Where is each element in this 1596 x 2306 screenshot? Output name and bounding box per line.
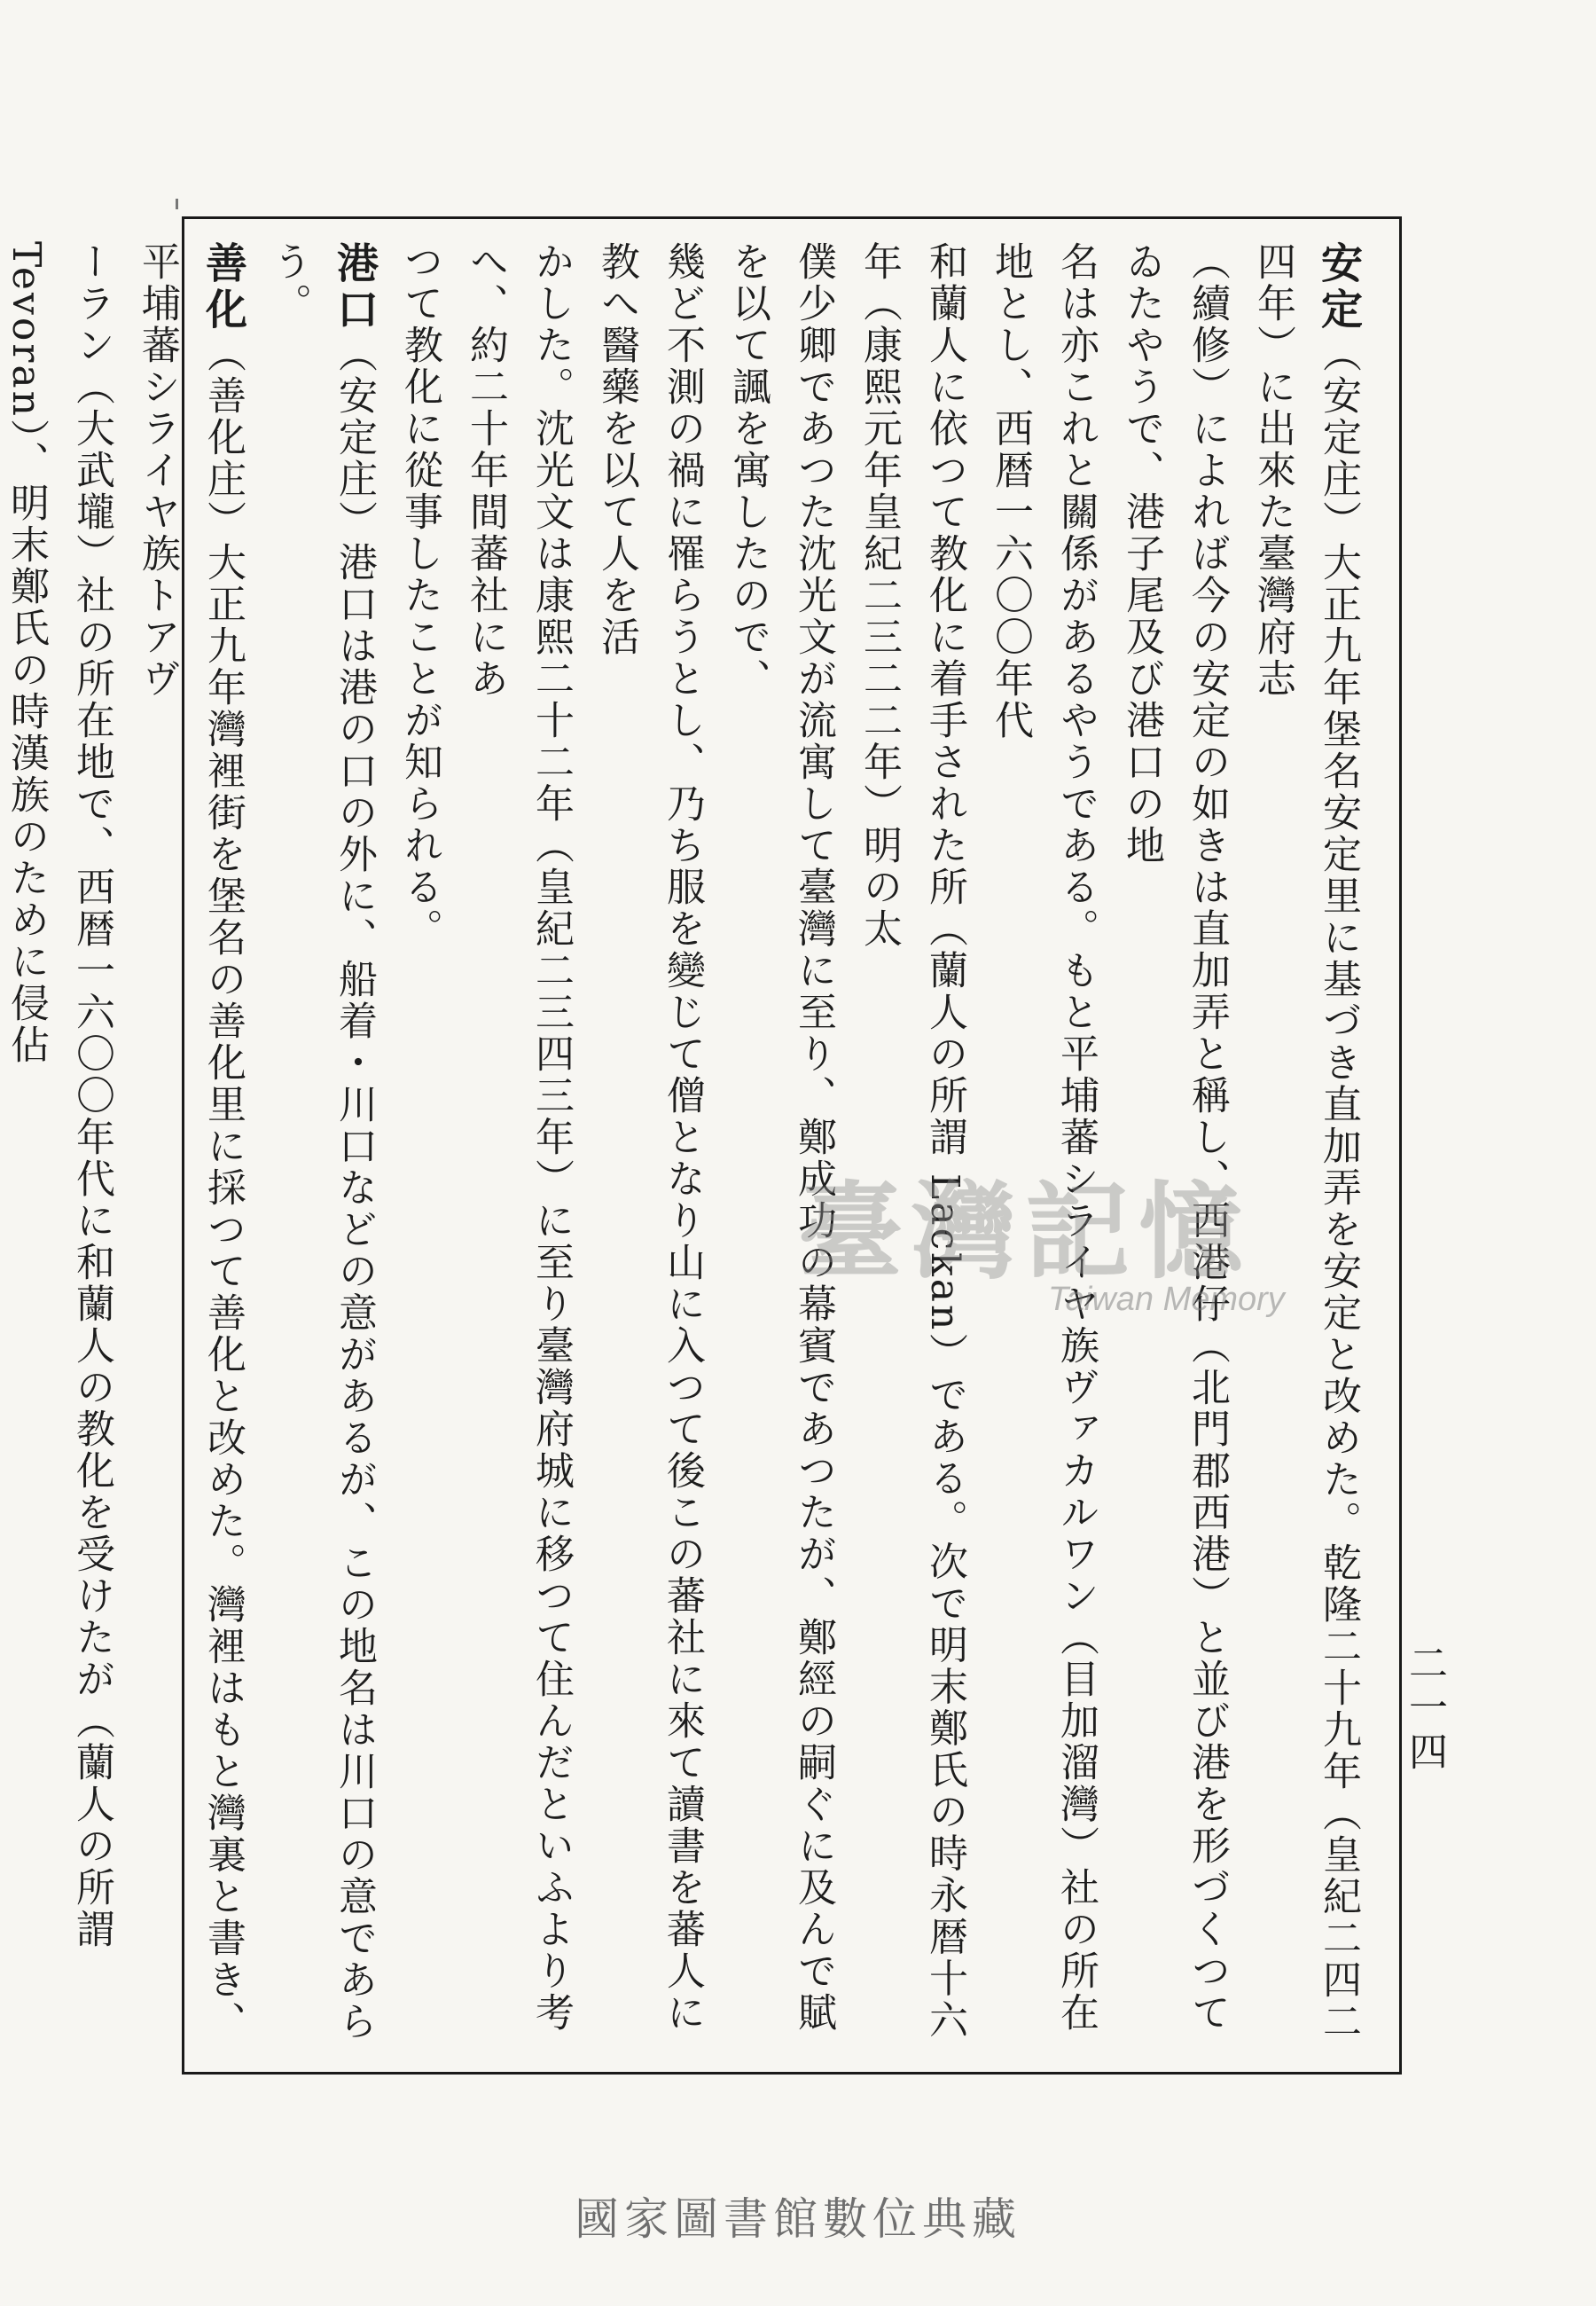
text-column (1108, 241, 1240, 2058)
entry-term: 安定 (1314, 241, 1363, 333)
page-number: 二一四 (1402, 1643, 1447, 1776)
entry-text: （善化庄）大正九年灣裡街を堡名の善化里に採つて善化と改めた。灣裡はもと灣裏と書き、平埔蕃シライヤ族トアヴ (135, 241, 246, 2043)
entry-text: （續修）によれば今の安定の如きは直加弄と稱し、西港仔（北門郡西港）と並び港を形づくつてゐたやうで、港子尾及び港口の地 (1119, 241, 1230, 2034)
watermark-logo: 臺灣記憶 (798, 1170, 1253, 1293)
watermark-subtitle: Taiwan Memory (1048, 1281, 1285, 1318)
text-column (124, 241, 255, 2058)
entry-term: 港口 (330, 241, 379, 333)
text-column (452, 241, 583, 2058)
text-column (583, 241, 715, 2058)
entry-text: ーラン（大武壠）社の所在地で、西暦一六〇〇年代に和蘭人の教化を受けたが（蘭人の所謂 Tevoran）、明末鄭氏の時漢族のために侵佔 (4, 241, 114, 1950)
entry-text: かした。沈光文は康熙二十二年（皇紀二三四三年）に至り臺灣府城に移つて住んだといふより考へ、約二十年間蕃社にあ (463, 241, 574, 2034)
entry-text: 名は亦これと關係があるやうである。もと平埔蕃シライヤ族ヴァカルワン（目加溜灣）社の所在地とし、西暦一六〇〇年代 (988, 241, 1099, 2034)
archive-footer: 國家圖書館數位典藏 (575, 2193, 1021, 2245)
scan-mark (176, 199, 178, 209)
entry-text: 幾ど不測の禍に罹らうとし、乃ち服を變じて僧となり山に入つて後この蕃社に來て讀書を蕃人に教へ醫藥を以て人を活 (594, 241, 705, 2034)
entry-term: 善化 (199, 241, 247, 333)
entry-text: つて教化に從事したことが知られる。 (397, 241, 442, 950)
text-column (255, 241, 387, 2058)
entry-text: （安定庄）港口は港の口の外に、船着・川口などの意があるが、この地名は川口の意であらう。 (266, 241, 377, 2043)
text-column (0, 241, 124, 2058)
entry-text: （安定庄）大正九年堡名安定里に基づき直加弄を安定と改めた。乾隆二十九年（皇紀二四二四年）に出來た臺灣府志 (1250, 241, 1361, 2043)
entry-text: 僕少卿であつた沈光文が流寓して臺灣に至り、鄭成功の幕賓であつたが、鄭經の嗣ぐに及んで賦を以て諷を寓したので、 (725, 241, 836, 2034)
entry-text: 和蘭人に依つて教化に着手された所（蘭人の所謂 Lackan）である。次で明末鄭氏の時永暦十六年（康熙元年皇紀二三二二年）明の太 (857, 241, 967, 2042)
text-column (977, 241, 1108, 2058)
gazetteer-text (4, 241, 1371, 2058)
text-column (387, 241, 452, 2058)
text-column (1240, 241, 1371, 2058)
text-column (846, 241, 977, 2058)
text-column (715, 241, 846, 2058)
